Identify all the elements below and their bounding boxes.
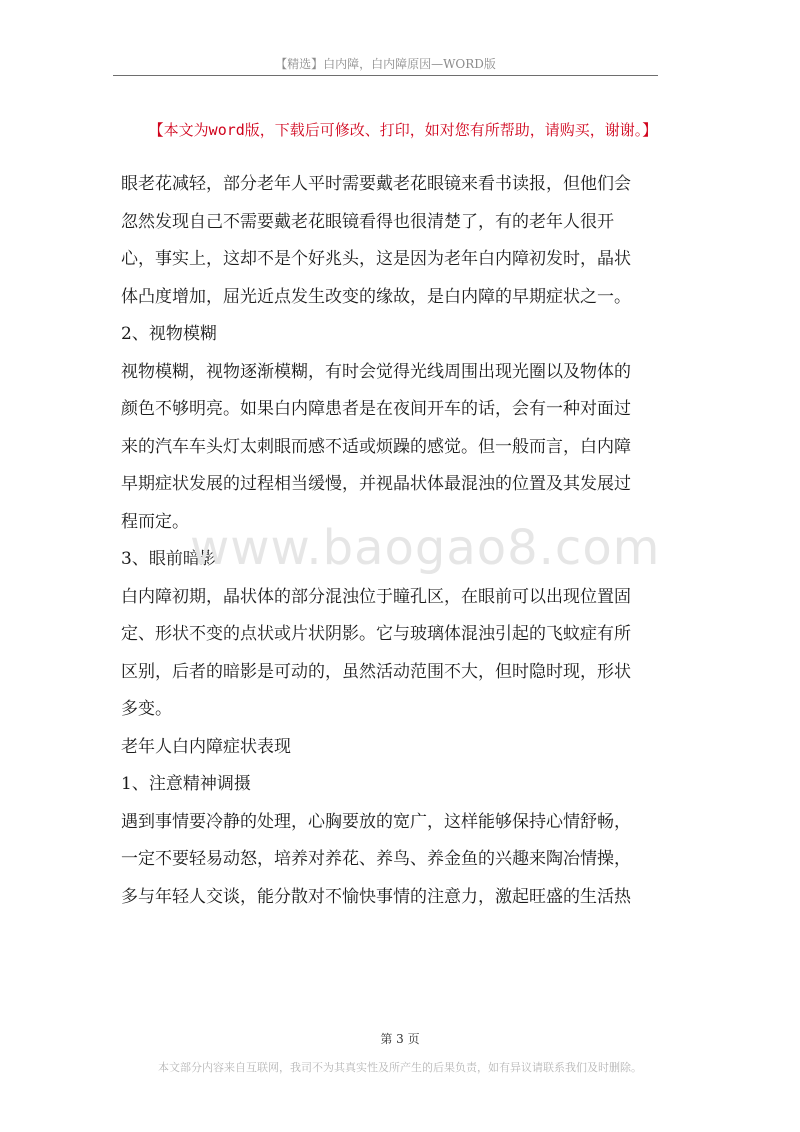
section-heading: 老年人白内障症状表现 (121, 736, 291, 757)
body-line: 定、形状不变的点状或片状阴影。它与玻璃体混浊引起的飞蚊症有所 (121, 624, 631, 644)
document-body (121, 166, 687, 916)
body-line: 程而定。 (121, 511, 189, 532)
body-line: 视物模糊，视物逐渐模糊，有时会觉得光线周围出现光圈以及物体的 (121, 361, 631, 382)
body-line: 体凸度增加，屈光近点发生改变的缘故，是白内障的早期症状之一。 (121, 286, 631, 307)
page-header: 【精选】白内障，白内障原因—WORD版 (275, 57, 496, 71)
body-line: 心，事实上，这却不是个好兆头，这是因为老年白内障初发时，晶状 (121, 249, 631, 269)
body-line: 早期症状发展的过程相当缓慢，并视晶状体最混浊的位置及其发展过 (121, 474, 631, 494)
body-line: 颜色不够明亮。如果白内障患者是在夜间开车的话，会有一种对面过 (121, 399, 631, 419)
body-line: 眼老花减轻，部分老年人平时需要戴老花眼镜来看书读报，但他们会 (121, 174, 631, 194)
watermark: www.baogao8.com (190, 520, 661, 576)
body-line: 忽然发现自己不需要戴老花眼镜看得也很清楚了，有的老年人很开 (121, 211, 614, 232)
section-heading: 2、视物模糊 (121, 324, 217, 344)
body-line: 多变。 (121, 699, 172, 719)
body-line: 一定不要轻易动怒，培养对养花、养鸟、养金鱼的兴趣来陶冶情操， (121, 849, 631, 869)
body-line: 多与年轻人交谈，能分散对不愉快事情的注意力，激起旺盛的生活热 (121, 886, 631, 907)
header-divider (113, 75, 658, 76)
page-number: 第 3 页 (380, 1032, 420, 1046)
section-heading: 1、注意精神调摄 (121, 774, 251, 794)
body-line: 遇到事情要冷静的处理，心胸要放的宽广，这样能够保持心情舒畅， (121, 811, 631, 832)
purchase-notice: 【本文为word版，下载后可修改、打印，如对您有所帮助，请购买，谢谢。】 (148, 121, 658, 139)
body-line: 区别，后者的暗影是可动的，虽然活动范围不大，但时隐时现，形状 (121, 661, 631, 682)
footer-disclaimer: 本文部分内容来自互联网，我司不为其真实性及所产生的后果负责，如有异议请联系我们及时删除。 (158, 1061, 642, 1074)
body-line: 白内障初期，晶状体的部分混浊位于瞳孔区，在眼前可以出现位置固 (121, 586, 631, 607)
section-heading: 3、眼前暗影 (121, 549, 217, 569)
body-line: 来的汽车车头灯太刺眼而感不适或烦躁的感觉。但一般而言，白内障 (121, 436, 631, 457)
